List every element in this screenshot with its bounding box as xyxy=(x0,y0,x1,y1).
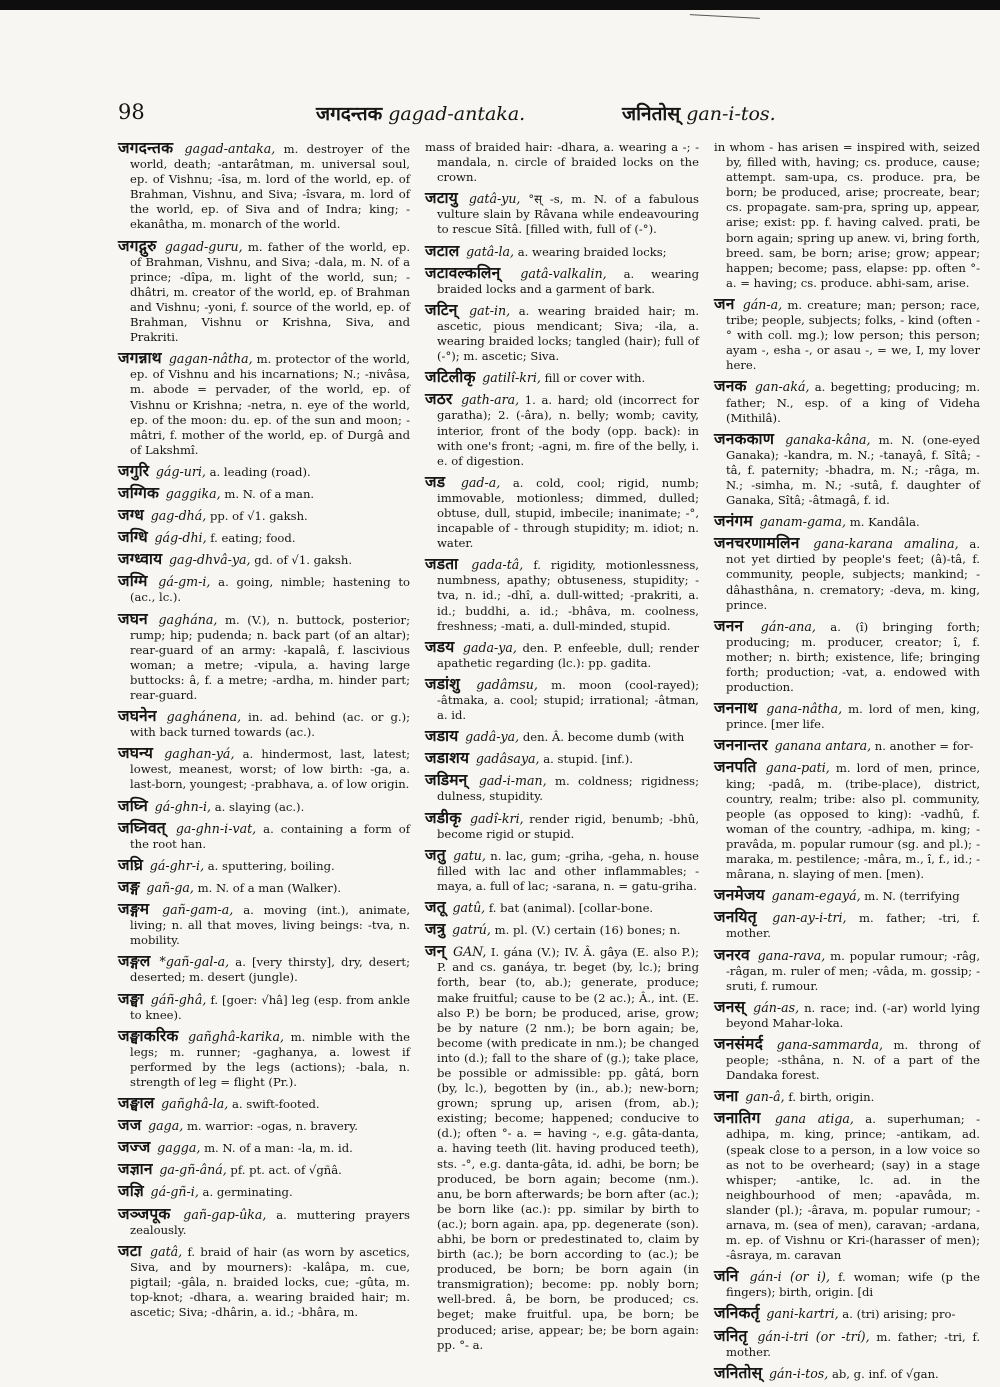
dictionary-entry xyxy=(118,608,411,704)
dictionary-entry xyxy=(714,535,980,612)
headword-devanagari: जगदन्तक xyxy=(118,138,174,157)
headword-translit: gad-a, xyxy=(460,474,501,490)
headword-translit: gañghâ-karika, xyxy=(188,1028,285,1044)
entry-definition: a. wearing braided locks and a garment of bark. xyxy=(437,266,700,296)
headword-translit: gá-ghr-i, xyxy=(149,857,205,873)
dictionary-entry xyxy=(118,1117,410,1134)
dictionary-entry xyxy=(118,460,410,480)
dictionary-entry xyxy=(714,1325,981,1360)
entry-definition: m. N. (terrifying xyxy=(864,889,960,904)
dictionary-entry xyxy=(118,573,410,605)
entry-definition: m. father; -tri, f. mother. xyxy=(726,1329,981,1359)
headword-devanagari: जटाल xyxy=(425,240,460,260)
entry-definition: m. protector of the world, ep. of Vishnu and his incarnations; N.; -nivâsa, m. abode = pervader, of the world, ep. of Vishnu or Krishna; -netra, n. eye of the world, ep. of the moon: du. ep. of the sun and moon; -mâtri, f. mother of the world, ep. of Durgâ and of Lakshmî. xyxy=(130,352,411,457)
headword-devanagari: जत्रु xyxy=(425,919,446,939)
headword-devanagari: जङ्गम xyxy=(118,899,150,919)
headword-devanagari: जटावल्कलिन् xyxy=(425,262,501,282)
entry-definition: den. Â. become dumb (with xyxy=(522,730,685,745)
entry-definition: f. rigidity, motionlessness, numbness, apathy; obtuseness, stupidity; -tva, n. id.; -dhî, a. dull-witted; -prakriti, a. id.; buddhi, a. id.; -bhâva, m. coolness, freshness; -mati, a. dull-minded, stupid. xyxy=(437,558,699,633)
headword-devanagari: जन् xyxy=(425,941,446,961)
headword-translit: gá-gñ-i, xyxy=(150,1184,199,1200)
headword-translit: gán-a, xyxy=(742,296,783,312)
headword-translit: gana-sammarda, xyxy=(776,1036,884,1052)
entry-definition: in. ad. behind (ac. or g.); with back turned towards (ac.). xyxy=(130,710,410,740)
headword-translit: gagad-guru, xyxy=(164,238,243,254)
entry-definition: °स् -s, m. N. of a fabulous vulture slain by Râvana while endeavouring to rescue Sîtâ. [filled with, full of (-°). xyxy=(437,192,699,237)
headword-devanagari: जनन xyxy=(714,615,744,635)
entry-definition: a. swift-footed. xyxy=(231,1097,320,1112)
headword-devanagari: जगन्नाथ xyxy=(118,348,162,368)
dictionary-entry xyxy=(118,1161,410,1178)
dictionary-entry xyxy=(714,1362,980,1382)
headword-translit: gana atiga, xyxy=(774,1111,854,1127)
headword-translit: gáñ-ghâ, xyxy=(150,991,207,1007)
dictionary-entry xyxy=(118,1025,410,1090)
entry-definition: m. warrior: -ogas, n. bravery. xyxy=(186,1119,358,1134)
entry-definition: a. [very thirsty], dry, desert; deserted; m. desert (jungle). xyxy=(130,955,410,985)
header-right-word xyxy=(622,100,776,126)
dictionary-entry xyxy=(425,750,699,767)
entry-definition: m. coldness; rigidness; dulness, stupidity. xyxy=(437,774,700,804)
dictionary-entry xyxy=(425,943,699,1353)
headword-translit: gana-karana amalina, xyxy=(813,536,959,552)
dictionary-entry xyxy=(425,899,699,916)
dictionary-entry xyxy=(118,901,410,948)
headword-devanagari: जङ्घाल xyxy=(118,1093,155,1113)
headword-devanagari: जनि xyxy=(714,1266,739,1286)
headword-translit: gana-pati, xyxy=(765,760,830,776)
headword-devanagari: जडांशु xyxy=(425,673,460,693)
dictionary-entry xyxy=(714,700,980,732)
headword-translit: gani-kartri, xyxy=(766,1306,839,1322)
dictionary-entry xyxy=(425,190,699,237)
headword-translit: gagga, xyxy=(157,1140,201,1156)
entry-definition: f. eating; food. xyxy=(210,531,296,546)
dictionary-entry xyxy=(118,708,410,740)
entry-definition: m. nimble with the legs; m. runner; -gaghanya, a. lowest if performed by the legs (actions); -bala, n. strength of leg = flight (Pr.). xyxy=(130,1029,410,1089)
column-1 xyxy=(118,140,410,1387)
headword-devanagari: जग्मि xyxy=(118,571,148,591)
headword-translit: gán-ana, xyxy=(760,618,816,634)
header-left-devanagari: जगदन्तक xyxy=(316,103,383,125)
dictionary-entry xyxy=(425,636,699,671)
headword-devanagari: जघन्य xyxy=(118,743,154,763)
entry-definition: m. creature; man; person; race, tribe; people, subjects; folks, - kind (often -° with coll. mg.); low person; this person; ayam -, esha -, or asau -, = we, I, my lover here. xyxy=(726,297,980,373)
dictionary-entry xyxy=(425,240,699,260)
headword-translit: gág-uri, xyxy=(155,463,206,479)
headword-devanagari: जङ्ग xyxy=(118,876,140,896)
headword-translit: gagad-antaka, xyxy=(184,141,276,156)
dictionary-entry xyxy=(425,772,699,804)
entry-definition: a. slaying (ac.). xyxy=(214,799,305,814)
entry-definition: f. [goer: √hâ] leg (esp. from ankle to knee). xyxy=(130,992,410,1022)
headword-devanagari: जनितोस् xyxy=(714,1362,763,1382)
headword-devanagari: जनयितृ xyxy=(714,907,757,927)
headword-translit: GAN, xyxy=(453,944,487,960)
headword-devanagari: जनमेजय xyxy=(714,885,765,905)
headword-translit: gañghâ-la, xyxy=(161,1096,229,1112)
headword-devanagari: जनितृ xyxy=(714,1325,748,1345)
dictionary-entry xyxy=(118,745,410,792)
headword-translit: gana-rava, xyxy=(757,947,826,963)
headword-devanagari: जनस् xyxy=(714,996,746,1016)
entry-definition: m. destroyer of the world, death; -antarâtman, m. universal soul, ep. of Vishnu; -îsa, m. lord of the world, ep. of Brahman, Vishnu, and Siva; -îsvara, m. lord of the world, ep. of Siva and of Indra; king; -ekanâtha, m. monarch of the world. xyxy=(130,142,410,232)
page-header xyxy=(0,100,1000,134)
headword-translit: gat-in, xyxy=(469,302,511,318)
dictionary-entry xyxy=(425,673,700,723)
headword-devanagari: जघन xyxy=(118,608,148,628)
headword-devanagari: जनसंमर्द xyxy=(714,1033,764,1053)
dictionary-entry xyxy=(714,887,980,904)
headword-devanagari: जग्ध्वाय xyxy=(118,549,163,569)
entry-definition: m. N. of a man (Walker). xyxy=(197,880,342,895)
entry-definition: a. moving (int.), animate, living; n. all that moves, living beings: -tva, n. mobility. xyxy=(130,903,411,948)
headword-devanagari: जडाशय xyxy=(425,748,470,768)
headword-devanagari: जनककाण xyxy=(714,428,775,448)
page-number: 98 xyxy=(118,100,145,124)
headword-translit: gañ-gam-a, xyxy=(162,902,234,918)
entry-definition: m. pl. (V.) certain (16) bones; n. xyxy=(494,923,681,938)
dictionary-entry xyxy=(118,817,410,852)
entry-definition: f. birth, origin. xyxy=(788,1090,875,1105)
dictionary-entry xyxy=(118,953,410,985)
headword-translit: gaga, xyxy=(148,1118,184,1134)
headword-translit: gada-ya, xyxy=(462,639,517,655)
headword-devanagari: जघनेन xyxy=(118,706,157,726)
headword-devanagari: जज्ञान xyxy=(118,1159,153,1179)
headword-devanagari: जन xyxy=(714,293,735,313)
dictionary-entry xyxy=(118,350,410,458)
headword-devanagari: जनक xyxy=(714,376,747,396)
dictionary-entry xyxy=(714,1033,981,1083)
dictionary-entry xyxy=(714,1110,980,1263)
headword-translit: ga-gñ-âná, xyxy=(159,1162,227,1178)
dictionary-entry xyxy=(425,391,699,468)
headword-translit: gaghan-yá, xyxy=(164,746,235,762)
scan-border xyxy=(0,0,1000,10)
headword-devanagari: जटा xyxy=(118,1240,142,1260)
entry-definition: a. hindermost, last, latest; lowest, meanest, worst; of low birth: -ga, a. last-born, youngest; -prabhava, a. of low origin. xyxy=(130,747,411,792)
headword-devanagari: जज्ज xyxy=(118,1137,151,1157)
headword-translit: gath-ara, xyxy=(461,392,520,408)
headword-devanagari: जङ्घा xyxy=(118,988,144,1008)
headword-translit: ganam-egayá, xyxy=(771,888,861,904)
headword-devanagari: जघ्नि xyxy=(118,795,148,815)
entry-definition: a. containing a form of the root han. xyxy=(130,821,410,851)
headword-translit: gana-nâtha, xyxy=(766,701,843,717)
entry-definition: m. popular rumour; -râg, -râgan, m. ruler of men; -vâda, m. gossip; -sruti, f. rumour. xyxy=(726,948,981,993)
headword-devanagari: जगुरि xyxy=(118,460,150,480)
dictionary-entry xyxy=(118,551,410,568)
headword-devanagari: जनचरणामलिन xyxy=(714,533,800,553)
entry-definition: mass of braided hair: -dhara, a. wearing a -; -mandala, n. circle of braided locks on the crown. xyxy=(425,140,699,185)
dictionary-entry xyxy=(714,140,980,291)
headword-translit: gadî-kri, xyxy=(470,810,524,826)
headword-translit: gatâ-yu, xyxy=(468,191,521,207)
entry-definition: a. not yet dirtied by people's feet; (â)-tâ, f. community, people, subjects; mankind; -dâhasthâna, n. crematory; -deva, m. king, prince. xyxy=(726,537,981,612)
entry-definition: 1. a. hard; old (incorrect for garatha); 2. (-âra), n. belly; womb; cavity, interior, front of the body (opp. back): in with one's front; -agni, m. fire of the belly, i. e. of digestion. xyxy=(437,393,700,468)
headword-translit: gatâ-valkalin, xyxy=(520,265,607,281)
headword-devanagari: जडय xyxy=(425,636,455,656)
dictionary-entry xyxy=(425,556,699,633)
entry-definition: m. moon (cool-rayed); -âtmaka, a. cool; stupid; irrational; -âtman, a. id. xyxy=(437,677,700,723)
dictionary-entry xyxy=(714,293,980,373)
dictionary-entry xyxy=(714,378,980,425)
dictionary-entry xyxy=(714,615,980,695)
dictionary-entry xyxy=(118,482,410,502)
entry-definition: n. lac, gum; -griha, -geha, n. house filled with lac and other inflammables; -maya, a. full of lac; -sarana, n. = gatu-griha. xyxy=(437,848,699,893)
dictionary-entry xyxy=(425,807,700,842)
dictionary-entry xyxy=(118,795,410,815)
headword-translit: gadâ-ya, xyxy=(465,729,520,745)
dictionary-entry xyxy=(425,140,699,185)
dictionary-entry xyxy=(714,1268,980,1300)
header-right-translit: gan-i-tos. xyxy=(686,103,776,125)
dictionary-entry xyxy=(118,876,410,896)
headword-translit: ganana antara, xyxy=(774,738,872,754)
headword-translit: gatû, xyxy=(452,900,486,916)
dictionary-entry xyxy=(118,529,410,546)
headword-translit: gán-i-tri (or -trí), xyxy=(757,1328,870,1344)
dictionary-entry xyxy=(714,996,980,1031)
headword-devanagari: जननाथ xyxy=(714,698,758,718)
entry-definition: den. P. enfeeble, dull; render apathetic regarding (lc.): pp. gadita. xyxy=(437,640,699,670)
headword-devanagari: जटिलीकृ xyxy=(425,367,476,387)
headword-translit: ganam-gama, xyxy=(759,514,847,530)
headword-devanagari: जनातिग xyxy=(714,1108,761,1128)
dictionary-entry xyxy=(425,369,699,386)
entry-definition: a. begetting; producing; m. father; N., esp. of a king of Videha (Mithilâ). xyxy=(726,380,981,425)
entry-definition: m. N. of a man. xyxy=(224,486,315,501)
header-left-word xyxy=(316,100,525,126)
headword-translit: ganaka-kâna, xyxy=(785,431,871,447)
entry-definition: n. another = for- xyxy=(874,739,974,754)
headword-devanagari: जग्गिक xyxy=(118,482,160,502)
entry-definition: a. sputtering, boiling. xyxy=(207,858,335,873)
headword-translit: gá-gm-i, xyxy=(158,574,211,590)
entry-definition: a. wearing braided locks; xyxy=(517,244,667,259)
entry-definition: m. lord of men, prince, king; -padâ, m. (tribe-place), district, country, realm; tribe: also pl. community, people (as opposed to king): -vadhû, f. woman of the country, -adhipa, m. king; -pravâda, m. popular rumour (sg. and pl.); -maraka, m. pestilence; -mâra, m., î, f., id.; -mârana, n. slaying of men. [men). xyxy=(726,761,981,882)
entry-definition: pf. pt. act. of √gñâ. xyxy=(230,1163,342,1178)
entry-definition: m. Kandâla. xyxy=(849,515,920,530)
dictionary-entry xyxy=(118,235,411,346)
headword-devanagari: जडाय xyxy=(425,726,459,746)
dictionary-entry xyxy=(425,728,699,745)
headword-translit: gág-dhi, xyxy=(154,530,207,546)
headword-devanagari: जनिकर्तृ xyxy=(714,1303,760,1323)
entry-definition: in whom - has arisen = inspired with, seized by, filled with, having; cs. produce, cause; attempt. sam-upa, cs. produce. pra, be born; be produced, arise; procreate, bear; cs. propagate. sam-pra, spring up, appear, arise; exist: pp. f. having calved. prati, be born again; spring up anew. vi, bring forth, breed. sam, be born; arise; grow; appear; happen; become; pass, elapse: pp. often °- a. = having; cs. produce. abhi-sam, arise. xyxy=(714,140,980,290)
headword-devanagari: जड xyxy=(425,471,446,491)
headword-translit: gadâsaya, xyxy=(475,751,540,767)
entry-definition: render rigid, benumb; -bhû, become rigid or stupid. xyxy=(437,811,700,841)
dictionary-entry xyxy=(118,1203,411,1238)
headword-devanagari: जटायु xyxy=(425,188,458,208)
dictionary-entry xyxy=(118,1095,410,1112)
headword-translit: gag-dhvâ-ya, xyxy=(169,552,251,568)
entry-definition: f. woman; wife (p the fingers); birth, origin. [di xyxy=(726,1270,981,1300)
headword-translit: gañ-ga, xyxy=(146,879,194,895)
header-left-translit: gagad-antaka. xyxy=(388,103,526,125)
header-right-devanagari: जनितोस् xyxy=(622,103,681,125)
entry-definition: a. (tri) arising; pro- xyxy=(842,1307,956,1322)
headword-translit: gaggika, xyxy=(165,485,221,501)
headword-translit: gag-dhá, xyxy=(150,508,207,524)
dictionary-entry xyxy=(425,921,699,938)
headword-devanagari: जनपति xyxy=(714,757,757,777)
entry-definition: m. N. (one-eyed Ganaka); -kandra, m. N.; -tanayâ, f. Sîtâ; -tâ, f. paternity; -bhadra, m. N.; -râga, m. N.; -simha, m. N.; -sutâ, f. daughter of Ganaka, Sîtâ; -âtmagâ, f. id. xyxy=(726,432,981,508)
entry-definition: a. muttering prayers zealously. xyxy=(130,1207,411,1237)
headword-translit: ga-ghn-i-vat, xyxy=(175,820,257,836)
entry-definition: gd. of √1. gaksh. xyxy=(254,553,353,568)
entry-definition: m. (V.), n. buttock, posterior; rump; hip; pudenda; n. back part (of an altar); rear-guard of an army: -kapalâ, f. lascivious woman; a metre; -vipula, a. having large buttocks: â, f. a metre; -ardha, m. hinder part; rear-guard. xyxy=(130,612,411,702)
headword-devanagari: जननान्तर xyxy=(714,735,768,755)
headword-translit: gán-i-tos, xyxy=(768,1365,829,1381)
dictionary-entry xyxy=(425,262,700,297)
entry-definition: a. cold, cool; rigid, numb; immovable, motionless; dimmed, dulled; obtuse, dull, stupid, imbecile; inanimate; -°, incapable of - through stupidity; m. idiot; n. water. xyxy=(437,475,700,551)
headword-devanagari: जडता xyxy=(425,554,459,574)
entry-definition: a. wearing braided hair; m. ascetic, pious mendicant; Siva; -ila, a. wearing braided locks; tangled (hair); full of (-°); m. ascetic; Siva. xyxy=(437,303,700,364)
headword-devanagari: जज xyxy=(118,1115,142,1135)
headword-devanagari: जना xyxy=(714,1086,739,1106)
dictionary-entry xyxy=(714,1088,980,1105)
headword-devanagari: जग्धि xyxy=(118,527,148,547)
headword-translit: gan-ay-i-tri, xyxy=(772,910,847,926)
entry-definition: f. braid of hair (as worn by ascetics, Siva, and by mourners): -kalâpa, m. cue, pigtail; -gâla, n. braided locks, cue; -gûta, m. top-knot; -dhara, a. wearing braided hair; m. ascetic; Siva; -dhârin, a. id.; -bhâra, m. xyxy=(130,1244,410,1320)
dictionary-entry xyxy=(118,854,410,874)
entry-definition: m. father; -tri, f. mother. xyxy=(726,911,981,941)
entry-definition: a. germinating. xyxy=(202,1185,293,1200)
dictionary-entry xyxy=(425,844,699,894)
entry-definition: fill or cover with. xyxy=(544,371,646,386)
dictionary-entry xyxy=(118,1240,410,1320)
dictionary-entry xyxy=(714,759,980,882)
headword-translit: gán-i (or i), xyxy=(749,1269,830,1285)
headword-devanagari: जञ्जपूक xyxy=(118,1203,171,1223)
entry-definition: pp. of √1. gaksh. xyxy=(209,509,308,524)
entry-definition: ab, g. inf. of √gan. xyxy=(831,1366,939,1381)
entry-definition: a. (î) bringing forth; producing; m. producer, creator; î, f. mother; n. birth; existence, life; bringing forth; production; -vat, a. endowed with production. xyxy=(726,619,980,695)
headword-devanagari: जटिन् xyxy=(425,299,458,319)
headword-translit: gan-â, xyxy=(745,1089,785,1105)
entry-definition: f. bat (animal). [collar-bone. xyxy=(488,901,654,916)
headword-devanagari: जघ्रि xyxy=(118,854,144,874)
dictionary-entry xyxy=(118,1183,410,1200)
headword-devanagari: जगद्गुरु xyxy=(118,235,157,255)
headword-translit: gagan-nâtha, xyxy=(168,351,253,367)
dictionary-entry xyxy=(714,909,980,941)
headword-translit: gad-i-man, xyxy=(478,773,547,789)
headword-devanagari: जघ्निवत् xyxy=(118,817,166,837)
dictionary-columns xyxy=(118,138,981,1382)
entry-definition: m. lord of men, king, prince. [mer life. xyxy=(726,702,980,732)
entry-definition: n. race; ind. (-ar) world lying beyond Mahar-loka. xyxy=(726,1000,980,1030)
dictionary-entry xyxy=(425,299,700,364)
entry-definition: m. father of the world, ep. of Brahman, Vishnu, and Siva; -dala, m. N. of a prince; -dîpa, m. light of the world, sun; -dhâtri, m. creator of the world, ep. of Brahman and Vishnu; -yoni, f. source of the world, ep. of Brahman, Vishnu or Krishna, Siva, and Prakriti. xyxy=(130,239,411,345)
dictionary-entry xyxy=(714,944,981,994)
headword-translit: gatâ-la, xyxy=(466,243,515,259)
entry-definition: a. leading (road). xyxy=(209,464,311,479)
headword-devanagari: जडीकृ xyxy=(425,807,462,827)
headword-devanagari: जङ्गल xyxy=(118,951,151,971)
entry-definition: m. throng of people; -sthâna, n. N. of a part of the Dandaka forest. xyxy=(726,1037,981,1083)
dictionary-entry xyxy=(118,507,410,524)
headword-devanagari: जज्ञि xyxy=(118,1181,144,1201)
headword-translit: *gañ-gal-a, xyxy=(159,954,230,970)
dictionary-entry xyxy=(118,1139,410,1156)
headword-devanagari: जग्ध xyxy=(118,505,144,525)
entry-definition: I. gána (V.); IV. Â. gâya (E. also P.); P. and cs. ganáya, tr. beget (by, lc.); bring forth, bear (to, ab.); generate, produce; make fruitful; cause to be (2 ac.); Â., int. (E. also P.) be born; be produced, arise, grow; be by nature (2 nm.); be born again; be, become (with predicate in nm.); be changed into (d.); fall to the share of (g.); take place, be possible or admissible: pp. gâtá, born (by, lc.), begotten by (in., ab.); new-born; grown; sprung up, arisen (from, ab.); existing; become; happened; conducive to (d.); often °- a. = having -, e.g. gâta-danta, a. having teeth (lit. having produced teeth), sts. -°, e.g. danta-gâta, id. adhi, be born; be produced, be born again; become (nm.). anu, be born afterwards; be born after (ac.); be born like (ac.): pp. similar by birth to (ac.); born again. apa, pp. degenerate (son). abhi, be born or predestinated to, claim by birth (ac.); be born according to (ac.); be produced, be born; be born again (in transmigration); become: pp. nobly born; well-bred. â, be born, be produced; cs. beget; make fruitful. upa, be born; be produced; arise, appear; be; be born again: pp. °- a. xyxy=(437,945,700,1352)
headword-translit: gá-ghn-i, xyxy=(154,798,212,814)
entry-definition: a. stupid. [inf.). xyxy=(543,752,634,767)
headword-translit: gan-aká, xyxy=(754,379,810,395)
column-2 xyxy=(425,140,699,1387)
headword-devanagari: जङ्घाकरिक xyxy=(118,1025,179,1045)
headword-translit: gaghána, xyxy=(158,611,218,627)
headword-devanagari: जनंगम xyxy=(714,511,753,531)
headword-devanagari: जनरव xyxy=(714,944,750,964)
headword-translit: gañ-gap-ûka, xyxy=(183,1206,267,1222)
headword-devanagari: जठर xyxy=(425,389,453,409)
headword-translit: gán-as, xyxy=(753,999,800,1015)
headword-translit: gatâ, xyxy=(150,1243,183,1259)
dictionary-entry xyxy=(714,428,981,508)
headword-translit: gadâmsu, xyxy=(476,676,538,692)
headword-devanagari: जतु xyxy=(425,844,446,864)
headword-devanagari: जडिमन् xyxy=(425,770,468,790)
headword-devanagari: जतू xyxy=(425,897,446,917)
entry-definition: a. superhuman; -adhipa, m. king, prince; -antikam, ad. (speak close to a person, in a low voice so as not to be overheard; (say) in a stage whisper; -antike, lc. ad. in the neighbourhood of men; -apavâda, m. slander (pl.); -ârava, m. popular rumour; -arnava, m. (sea of men), caravan; -ardana, m. ep. of Vishnu or Kri-(harasser of men); -âsraya, m. caravan xyxy=(726,1112,980,1263)
entry-definition: m. N. of a man: -la, m. id. xyxy=(204,1141,353,1156)
dictionary-entry xyxy=(714,513,980,530)
dictionary-entry xyxy=(118,140,410,233)
headword-translit: gatrú, xyxy=(452,922,491,938)
dictionary-entry xyxy=(425,471,700,551)
headword-translit: gatilî-kri, xyxy=(482,370,541,386)
headword-translit: gatu, xyxy=(453,847,486,863)
dictionary-entry xyxy=(118,988,410,1023)
entry-definition: a. going, nimble; hastening to (ac., lc.). xyxy=(130,575,411,605)
column-3 xyxy=(714,140,980,1387)
dictionary-entry xyxy=(714,737,980,754)
headword-translit: gada-tâ, xyxy=(471,557,524,573)
headword-translit: gaghánena, xyxy=(166,709,242,725)
dictionary-entry xyxy=(714,1305,980,1322)
